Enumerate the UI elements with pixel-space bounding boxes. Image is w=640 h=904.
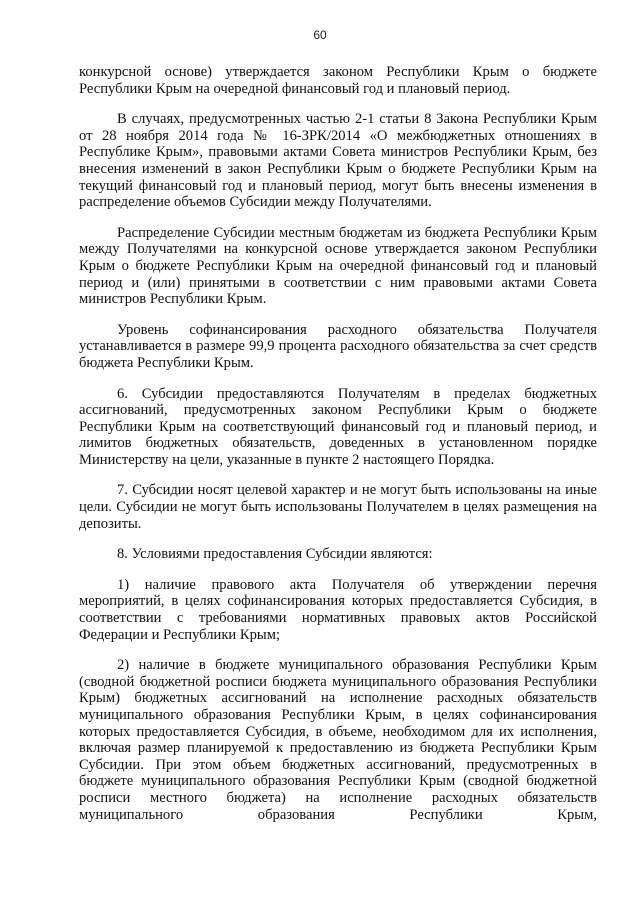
paragraph-item-6: 6. Субсидии предоставляются Получателям в пределах бюджетных ассигнований, предусмотренных законом Республики Крым о бюджете Республики Крым на соответствующий финансовый год и плановый период, и лимитов бюджетных обязательств, доведенных в установленном порядке Министерству на цели, указанные в пункте 2 настоящего Порядка. [79,385,597,468]
paragraph-condition-2: 2) наличие в бюджете муниципального образования Республики Крым (сводной бюджетной росписи бюджета муниципального образования Республики Крым) бюджетных ассигнований на исполнение расходных обязательств муниципального образования Республики Крым, в целях софинансирования которых предоставляется Субсидия, в объеме, необходимом для их исполнения, включая размер планируемой к предоставлению из бюджета Республики Крым Субсидии. При этом объем бюджетных ассигнований, предусмотренных в бюджете муниципального образования Республики Крым (сводной бюджетной росписи местного бюджета) на исполнение расходных обязательств муниципального образования Республики Крым, [79,657,597,823]
paragraph-distribution: Распределение Субсидии местным бюджетам из бюджета Республики Крым между Получателями на конкурсной основе утверждается законом Республики Крым о бюджете Республики Крым на очередной финансовый год и плановый период и (или) принятыми в соответствии с ним правовыми актами Совета министров Республики Крым. [79,224,597,308]
paragraph-redistribution: В случаях, предусмотренных частью 2-1 статьи 8 Закона Республики Крым от 28 ноября 2014 года № 16-ЗРК/2014 «О межбюджетных отношениях в Республике Крым», правовыми актами Совета министров Республики Крым, без внесения изменений в закон Республики Крым о бюджете Республики Крым на текущий финансовый год и плановый период, могут быть внесены изменения в распределение объемов Субсидии между Получателями. [79,111,597,211]
paragraph-item-8: 8. Условиями предоставления Субсидии являются: [117,546,433,563]
document-body [79,64,597,837]
paragraph-condition-1: 1) наличие правового акта Получателя об утверждении перечня мероприятий, в целях софинансирования которых предоставляется Субсидия, в соответствии с требованиями нормативных правовых актов Российской Федерации и Республики Крым; [79,576,597,643]
paragraph-cofinancing-level: Уровень софинансирования расходного обязательства Получателя устанавливается в размере 99,9 процента расходного обязательства за счет средств бюджета Республики Крым. [79,321,597,371]
page-number: 60 [313,28,327,42]
paragraph-item-7: 7. Субсидии носят целевой характер и не могут быть использованы на иные цели. Субсидии не могут быть использованы Получателем в целях размещения на депозиты. [79,482,597,532]
paragraph-continuation: конкурсной основе) утверждается законом Республики Крым о бюджете Республики Крым на очередной финансовый год и плановый период. [79,64,597,97]
